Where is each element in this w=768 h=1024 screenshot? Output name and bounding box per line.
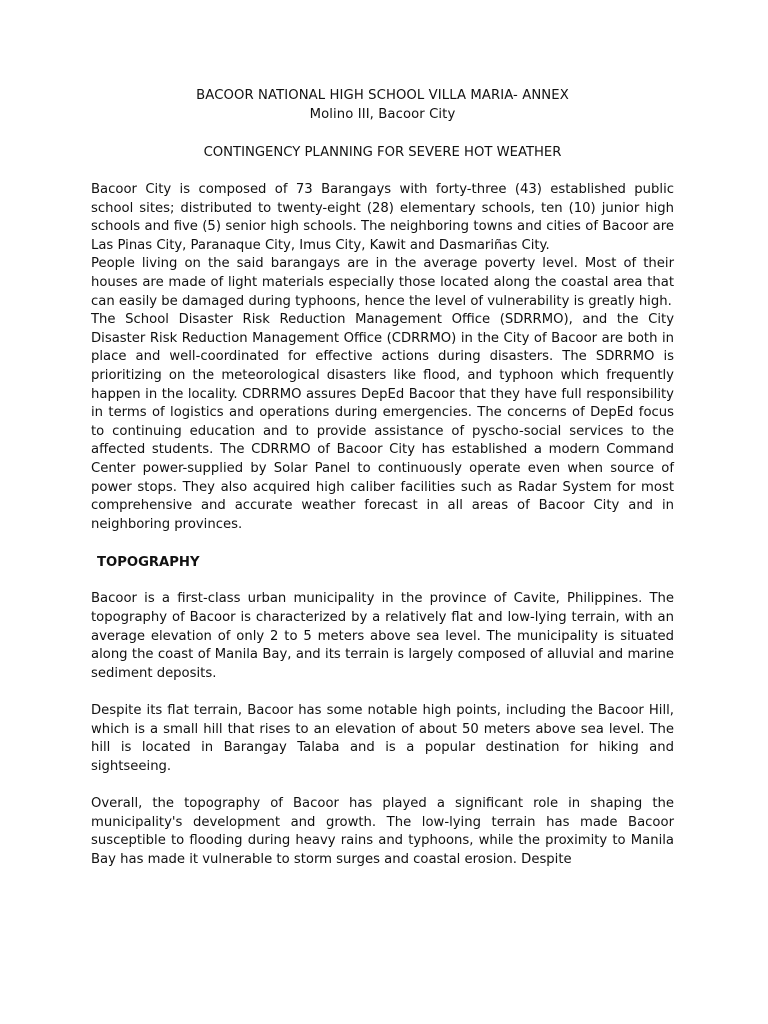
spacer bbox=[91, 776, 674, 795]
topography-paragraph-2: Despite its flat terrain, Bacoor has some notable high points, including the Bacoor Hill, which is a small hill that rises to an elevation of about 50 meters above sea level. The hill is located in Barangay Talaba and is a popular destination for hiking and sightseeing. bbox=[91, 703, 674, 774]
spacer bbox=[91, 572, 674, 591]
intro-paragraph-2: People living on the said barangays are in the average poverty level. Most of their houses are made of light materials especially those located along the coastal area that can easily be damaged during typhoons, hence the level of vulnerability is greatly high. bbox=[91, 256, 674, 309]
intro-paragraph-3: The School Disaster Risk Reduction Management Office (SDRRMO), and the City Disaster Risk Reduction Management Office (CDRRMO) in the City of Bacoor are both in place and well-coordinated for effective actions during disasters. The SDRRMO is prioritizing on the meteorological disasters like flood, and typhoon which frequently happen in the locality. CDRRMO assures DepEd Bacoor that they have full responsibility in terms of logistics and operations during emergencies. The concerns of DepEd focus to continuing education and to provide assistance of pyscho-social services to the affected students. The CDRRMO of Bacoor City has established a modern Command Center power-supplied by Solar Panel to continuously operate even when source of power stops. They also acquired high caliber facilities such as Radar System for most comprehensive and accurate weather forecast in all areas of Bacoor City and in neighboring provinces. bbox=[91, 312, 674, 532]
document-title: CONTINGENCY PLANNING FOR SEVERE HOT WEATHER bbox=[203, 145, 562, 160]
spacer bbox=[91, 683, 674, 702]
school-name: BACOOR NATIONAL HIGH SCHOOL VILLA MARIA- ANNEX bbox=[196, 88, 569, 103]
topography-heading: TOPOGRAPHY bbox=[97, 554, 200, 570]
intro-paragraph-1: Bacoor City is composed of 73 Barangays with forty-three (43) established public school sites; distributed to twenty-eight (28) elementary schools, ten (10) junior high schools and five (5) senior high schools. The neighboring towns and cities of Bacoor are Las Pinas City, Paranaque City, Imus City, Kawit and Dasmariñas City. bbox=[91, 182, 674, 253]
school-location: Molino III, Bacoor City bbox=[309, 107, 456, 122]
spacer bbox=[91, 534, 674, 553]
topography-paragraph-1: Bacoor is a first-class urban municipality in the province of Cavite, Philippines. The topography of Bacoor is characterized by a relatively flat and low-lying terrain, with an average elevation of only 2 to 5 meters above sea level. The municipality is situated along the coast of Manila Bay, and its terrain is largely composed of alluvial and marine sediment deposits. bbox=[91, 591, 674, 681]
document-page bbox=[91, 86, 674, 869]
topography-paragraph-3: Overall, the topography of Bacoor has played a significant role in shaping the municipality's development and growth. The low-lying terrain has made Bacoor susceptible to flooding during heavy rains and typhoons, while the proximity to Manila Bay has made it vulnerable to storm surges and coastal erosion. Despite bbox=[91, 796, 674, 867]
